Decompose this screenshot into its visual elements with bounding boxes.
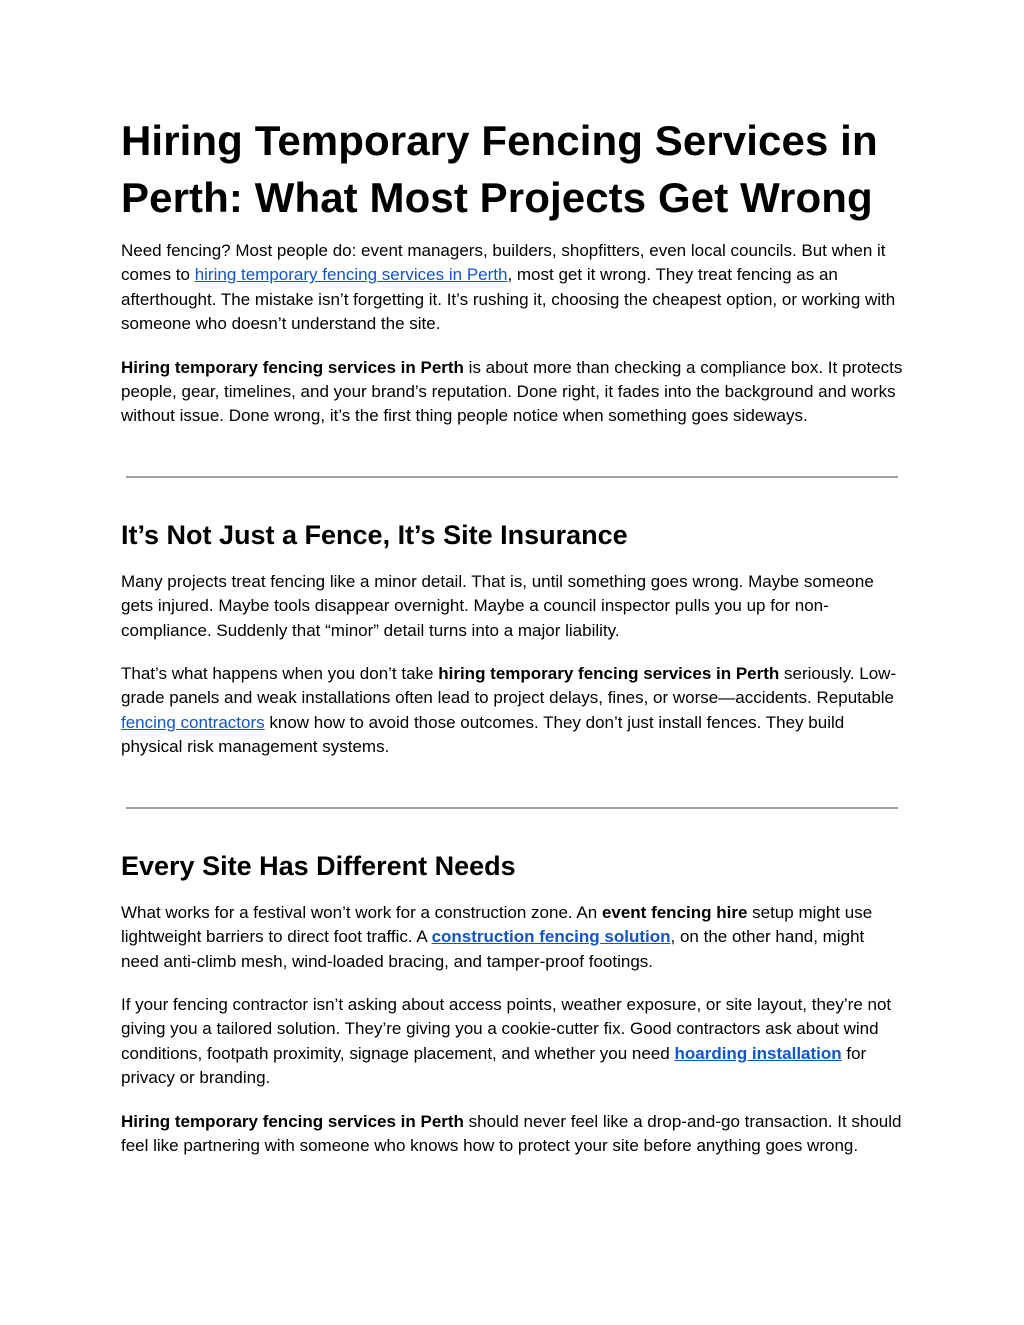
page-title: Hiring Temporary Fencing Services in Perth: What Most Projects Get Wrong (121, 117, 878, 221)
text-run: know how to avoid those outcomes. They don’t just install fences. They build physical risk management systems. (121, 712, 845, 757)
hiring-temporary-fencing-link[interactable]: hiring temporary fencing services in Perth (194, 265, 508, 285)
text-run: , most get it wrong. They treat fencing as an afterthought. The mistake isn’t forgetting it. It’s rushing it, choosing the cheapest option, or working with someone who doesn’t understand the site. (121, 265, 896, 334)
spacer (121, 809, 903, 849)
document-page (121, 112, 903, 1177)
section1-paragraph-2 (121, 662, 903, 760)
section-heading-different-needs: Every Site Has Different Needs (121, 850, 516, 881)
construction-fencing-solution-link[interactable]: construction fencing solution (431, 927, 671, 947)
text-run: What works for a festival won’t work for a construction zone. An (121, 902, 602, 922)
fencing-contractors-link[interactable]: fencing contractors (121, 712, 265, 732)
text-run: Need fencing? Most people do: event managers, builders, shopfitters, even local councils. But when it comes to (121, 241, 886, 285)
bold-keyword: event fencing hire (601, 902, 748, 922)
section2-paragraph-1 (121, 901, 903, 974)
section1-paragraph-1: Many projects treat fencing like a minor detail. That is, until something goes wrong. Maybe someone gets injured. Maybe tools disappear overnight. Maybe a council inspector pulls you up for non-compliance. Suddenly that “minor” detail turns into a major liability. (121, 571, 874, 640)
text-run: If your fencing contractor isn’t asking about access points, weather exposure, or site layout, they’re not giving you a tailored solution. They’re giving you a cookie-cutter fix. Good contractors ask about wind conditions, footpath proximity, signage placement, and whether you need (121, 994, 892, 1063)
text-run: should never feel like a drop-and-go transaction. It should feel like partnering with someone who knows how to protect your site before anything goes wrong. (121, 1111, 902, 1155)
text-run: is about more than checking a compliance box. It protects people, gear, timelines, and your brand’s reputation. Done right, it fades into the background and works without issue. Done wrong, it’s the first thing people notice when something goes sideways. (121, 357, 903, 426)
bold-keyword: hiring temporary fencing services in Perth (438, 664, 780, 684)
text-run: for privacy or branding. (121, 1043, 867, 1088)
hoarding-installation-link[interactable]: hoarding installation (674, 1043, 842, 1063)
text-run: setup might use lightweight barriers to direct foot traffic. A (121, 902, 873, 947)
bold-keyword: Hiring temporary fencing services in Perth (121, 357, 464, 377)
text-run: seriously. Low-grade panels and weak installations often lead to project delays, fines, or worse—accidents. Reputable (121, 664, 897, 708)
intro-paragraph-2 (121, 356, 903, 429)
spacer (121, 448, 903, 476)
text-run: That’s what happens when you don’t take (121, 664, 439, 684)
text-run: , on the other hand, might need anti-climb mesh, wind-loaded bracing, and tamper-proof footings. (121, 927, 865, 971)
section-heading-site-insurance: It’s Not Just a Fence, It’s Site Insurance (121, 519, 628, 550)
section2-paragraph-2 (121, 993, 903, 1091)
intro-paragraph-1 (121, 239, 903, 337)
spacer (121, 478, 903, 518)
spacer (121, 779, 903, 807)
bold-keyword: Hiring temporary fencing services in Perth (121, 1111, 464, 1131)
section2-paragraph-3 (121, 1110, 903, 1159)
